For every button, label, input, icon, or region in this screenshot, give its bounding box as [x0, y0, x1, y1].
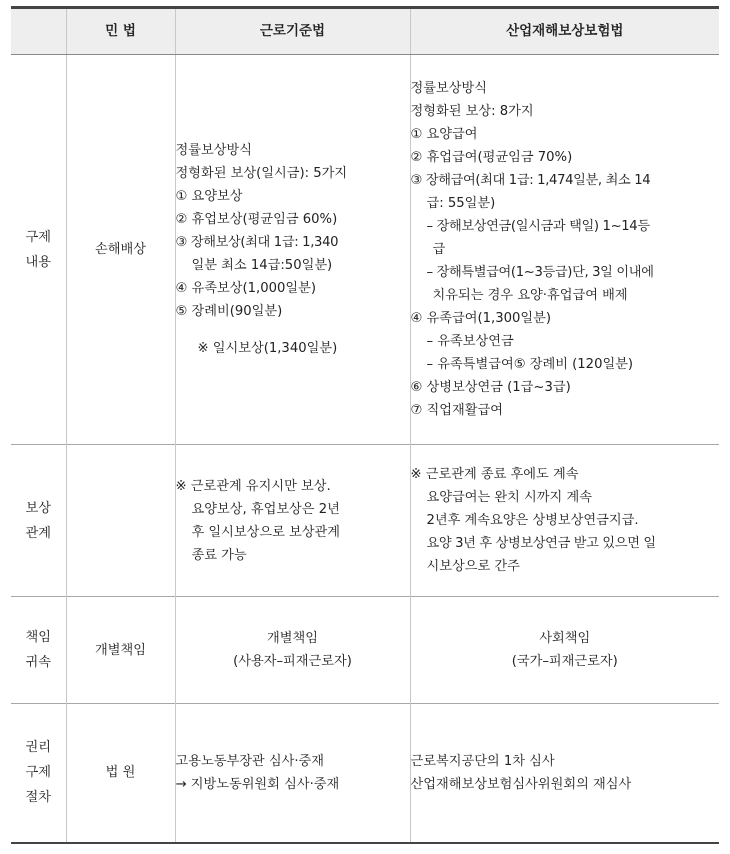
header-industrial-accident-act: 산업재해보상보험법 [410, 8, 719, 55]
text-line: 종료 가능 [191, 547, 247, 563]
text-line: (사용자–피재근로자) [233, 654, 352, 669]
comparison-table [11, 6, 719, 844]
labor-relief [175, 55, 410, 445]
labor-compensation [175, 445, 410, 597]
text-line: ② 휴업급여(평균임금 70%) [410, 150, 573, 165]
row-label-line: 보상 [25, 500, 51, 516]
text-line: 일분 최소 14급:50일분) [191, 258, 333, 273]
row-responsibility [11, 597, 719, 704]
header-civil-law: 민 법 [66, 8, 175, 55]
text-line: 근로복지공단의 1차 심사 [410, 753, 555, 769]
text-line: 시보상으로 간주 [426, 559, 520, 574]
text-line: – 유족보상연금 [426, 334, 514, 349]
insurance-procedure [410, 704, 719, 843]
text-line: 개별책임 [267, 631, 318, 646]
civil-procedure: 법 원 [66, 704, 175, 843]
text-line: ① 요양급여 [410, 127, 478, 142]
text-line: ② 휴업보상(평균임금 60%) [175, 212, 338, 227]
text-line: ⑤ 장례비(90일분) [175, 304, 283, 319]
row-label-line: 구제 [25, 229, 51, 245]
text-line: (국가–피재근로자) [511, 654, 618, 669]
text-line: 정형화된 보상(일시금): 5가지 [175, 166, 348, 181]
text-line: – 장해특별급여(1~3등급)단, 3일 이내에 [426, 265, 654, 280]
text-line: 산업재해보상보험심사위원회의 재심사 [410, 776, 632, 792]
row-label-line: 절차 [25, 790, 51, 806]
row-procedure [11, 704, 719, 843]
text-line: 요양 3년 후 상병보상연금 받고 있으면 일 [426, 536, 656, 551]
civil-relief: 손해배상 [66, 55, 175, 445]
text-line: ④ 유족보상(1,000일분) [175, 281, 316, 296]
text-line: 2년후 계속요양은 상병보상연금지급. [426, 513, 639, 528]
row-label-line: 내용 [25, 254, 51, 270]
text-line: ③ 장해급여(최대 1급: 1,474일분, 최소 14 [410, 173, 651, 188]
row-label-responsibility [11, 597, 66, 704]
row-label-line: 귀속 [25, 655, 51, 670]
insurance-responsibility [410, 597, 719, 704]
row-label-relief [11, 55, 66, 445]
text-line: 치유되는 경우 요양·휴업급여 배제 [432, 288, 628, 303]
text-line: 정형화된 보상: 8가지 [410, 104, 534, 119]
text-line: ① 요양보상 [175, 189, 243, 204]
header-empty [11, 8, 66, 55]
text-line: ※ 일시보상(1,340일분) [197, 341, 338, 356]
insurance-compensation [410, 445, 719, 597]
text-line: ③ 장해보상(최대 1급: 1,340 [175, 235, 339, 250]
text-line: ⑦ 직업재활급여 [410, 403, 503, 418]
header-row [11, 8, 719, 55]
row-relief [11, 55, 719, 445]
text-line: – 장해보상연금(일시금과 택일) 1~14등 [426, 219, 650, 234]
row-label-line: 구제 [25, 765, 51, 781]
text-line: 고용노동부장관 심사·중재 [175, 753, 325, 769]
civil-responsibility: 개별책임 [66, 597, 175, 704]
text-line: 급 [432, 242, 446, 257]
row-label-procedure [11, 704, 66, 843]
text-line: 사회책임 [539, 631, 591, 646]
text-line: 요양보상, 휴업보상은 2년 [191, 501, 340, 517]
text-line: 정률보상방식 [410, 81, 487, 96]
text-line: ※ 근로관계 유지시만 보상. [175, 478, 331, 494]
text-line: ※ 근로관계 종료 후에도 계속 [410, 467, 579, 482]
row-label-line: 책임 [25, 630, 51, 645]
row-label-compensation [11, 445, 66, 597]
text-line: 급: 55일분) [426, 196, 496, 211]
text-line: 후 일시보상으로 보상관계 [191, 524, 341, 540]
labor-procedure [175, 704, 410, 843]
labor-responsibility [175, 597, 410, 704]
text-line: → 지방노동위원회 심사·중재 [175, 776, 340, 792]
text-line: – 유족특별급여⑤ 장례비 (120일분) [426, 357, 634, 372]
header-labor-standards-act: 근로기준법 [175, 8, 410, 55]
text-line: ⑥ 상병보상연금 (1급~3급) [410, 380, 571, 395]
row-compensation [11, 445, 719, 597]
insurance-relief [410, 55, 719, 445]
text-line: 정률보상방식 [175, 143, 252, 158]
text-line: ④ 유족급여(1,300일분) [410, 311, 551, 326]
text-line: 요양급여는 완치 시까지 계속 [426, 490, 592, 505]
row-label-line: 권리 [25, 740, 51, 756]
civil-compensation [66, 445, 175, 597]
row-label-line: 관계 [25, 525, 51, 541]
